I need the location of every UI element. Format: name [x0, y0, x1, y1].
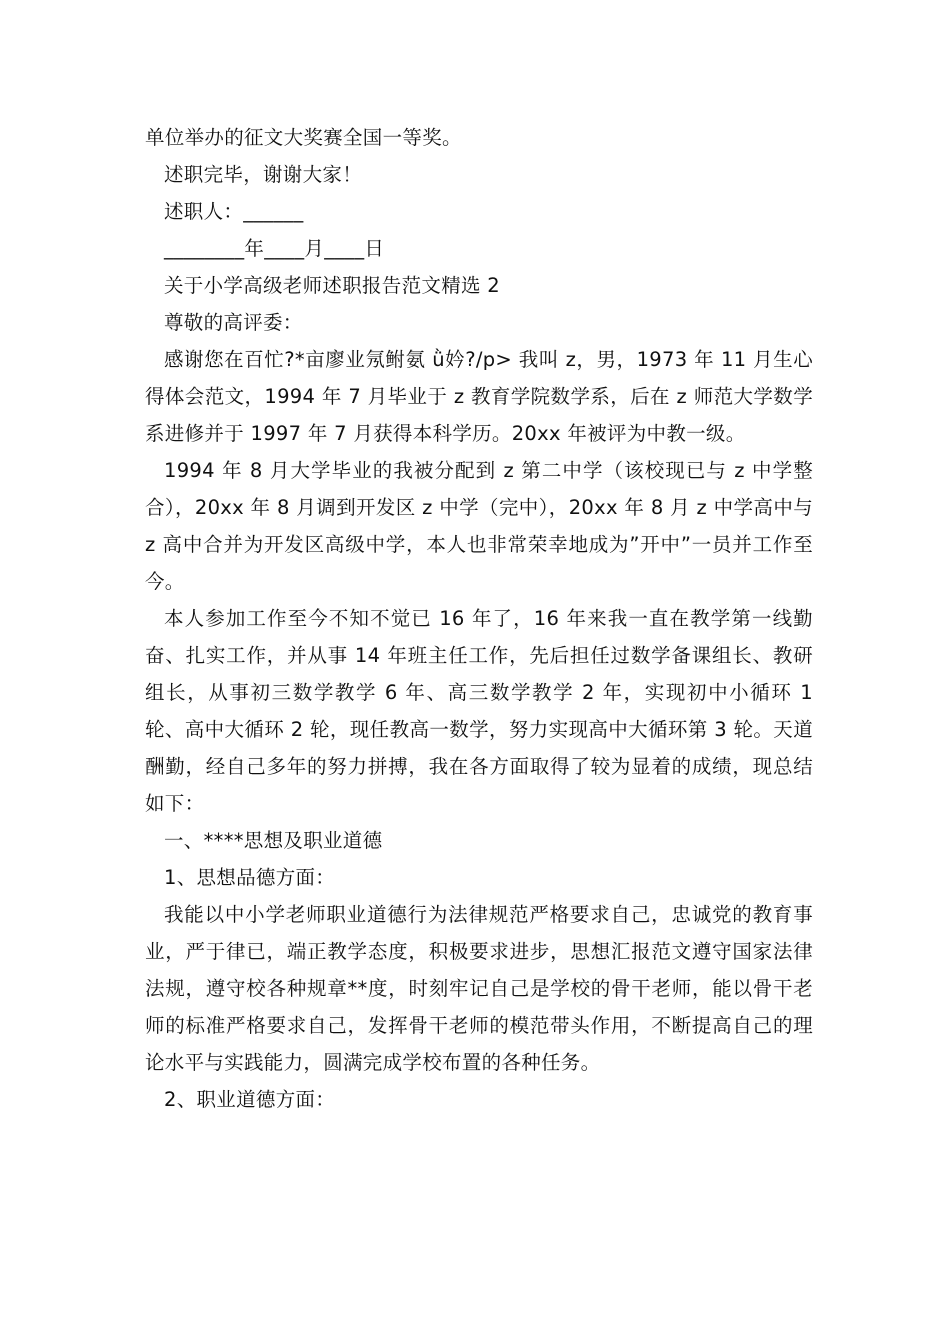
paragraph-signature: 述职人：______: [164, 200, 304, 223]
paragraph-career-history: 1994 年 8 月大学毕业的我被分配到 z 第二中学（该校现已与 z 中学整合），20xx 年 8 月调到开发区 z 中学（完中），20xx 年 8 月 z 中学高中与 z 高中合并为开发区高级中学，本人也非常荣幸地成为”开中”一员并工作至今。: [145, 459, 813, 593]
paragraph-intro: 感谢您在百忙?*亩廖业氖鲋氨 ǜ妗?/p> 我叫 z，男，1973 年 11 月生心得体会范文，1994 年 7 月毕业于 z 教育学院数学系，后在 z 师范大学数学系进修并于 1997 年 7 月获得本科学历。20xx 年被评为中教一级。: [145, 348, 813, 445]
paragraph-salutation: 尊敬的高评委：: [164, 311, 303, 334]
paragraph-moral-character: 我能以中小学老师职业道德行为法律规范严格要求自己，忠诚党的教育事业，严于律已，端正教学态度，积极要求进步，思想汇报范文遵守国家法律法规，遵守校各种规章**度，时刻牢记自己是学校的骨干老师，能以骨干老师的标准严格要求自己，发挥骨干老师的模范带头作用，不断提高自己的理论水平与实践能力，圆满完成学校布置的各种任务。: [145, 903, 813, 1074]
paragraph-closing-thanks: 述职完毕，谢谢大家！: [164, 163, 363, 186]
heading-moral-character: 1、思想品德方面：: [164, 866, 336, 889]
section-title: 关于小学高级老师述职报告范文精选 2: [164, 274, 501, 297]
document-body: [145, 119, 813, 1118]
paragraph-award-line: 单位举办的征文大奖赛全国一等奖。: [145, 126, 462, 149]
paragraph-date-line: ________年____月____日: [164, 237, 385, 260]
paragraph-work-summary: 本人参加工作至今不知不觉已 16 年了，16 年来我一直在教学第一线勤奋、扎实工作，并从事 14 年班主任工作，先后担任过数学备课组长、教研组长，从事初三数学教学 6 年、高三数学教学 2 年，实现初中小循环 1 轮、高中大循环 2 轮，现任教高一数学，努力实现高中大循环第 3 轮。天道酬勤，经自己多年的努力拼搏，我在各方面取得了较为显着的成绩，现总结如下：: [145, 607, 813, 815]
heading-section-one: 一、****思想及职业道德: [164, 829, 383, 852]
heading-professional-ethics: 2、职业道德方面：: [164, 1088, 336, 1111]
